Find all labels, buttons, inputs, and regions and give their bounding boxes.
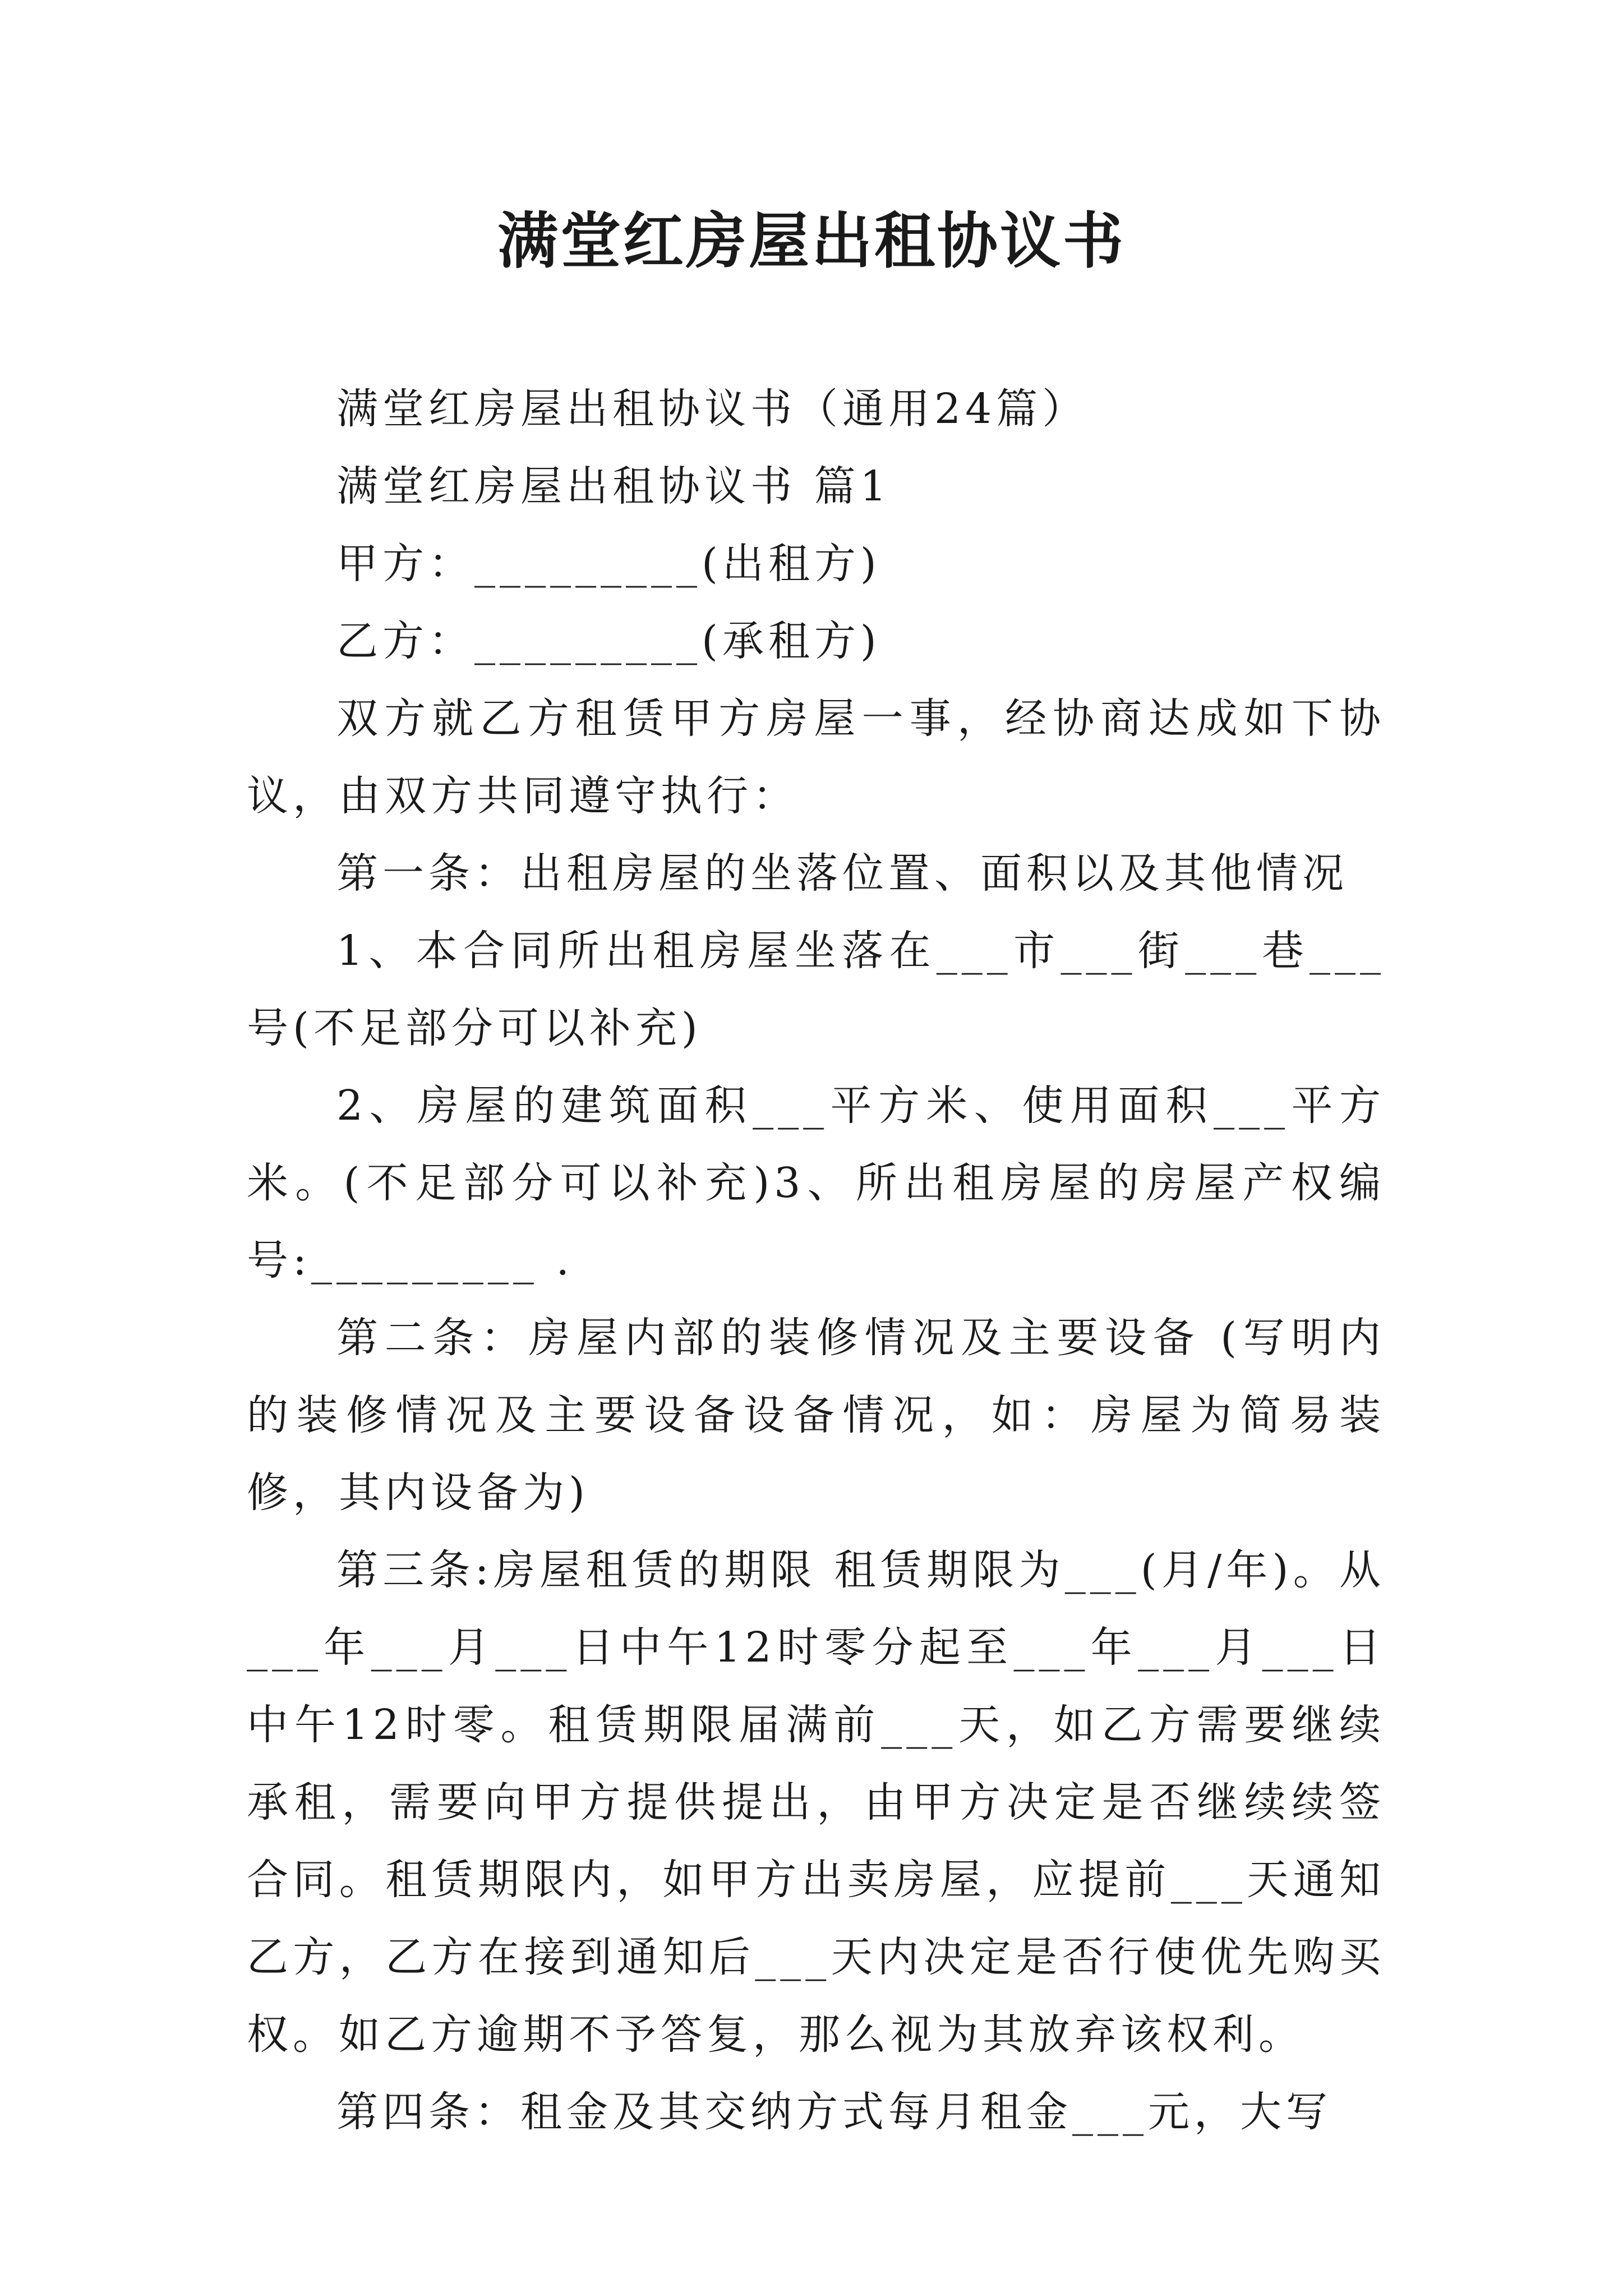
paragraph-clause-1-item-2: 2、房屋的建筑面积___平方米、使用面积___平方米。(不足部分可以补充)3、所出租房屋的房屋产权编号:_________ . (247, 1082, 1385, 1285)
paragraph-collection-title: 满堂红房屋出租协议书（通用24篇） (336, 385, 1089, 433)
paragraph-party-a: 甲方：_________(出租方) (336, 540, 881, 588)
paragraph-article-heading: 满堂红房屋出租协议书 篇1 (336, 462, 891, 510)
paragraph-preamble: 双方就乙方租赁甲方房屋一事，经协商达成如下协议，由双方共同遵守执行： (247, 694, 1385, 820)
paragraph-clause-1-heading: 第一条：出租房屋的坐落位置、面积以及其他情况 (336, 849, 1348, 898)
document-body (247, 370, 1385, 2151)
paragraph-clause-4: 第四条：租金及其交纳方式每月租金___元，大写 (336, 2088, 1332, 2136)
document-title: 满堂红房屋出租协议书 (497, 206, 1126, 277)
paragraph-clause-2: 第二条：房屋内部的装修情况及主要设备 (写明内的装修情况及主要设备设备情况，如：房屋为简易装修，其内设备为) (247, 1314, 1385, 1517)
paragraph-party-b: 乙方：_________(承租方) (336, 617, 881, 665)
paragraph-clause-3: 第三条:房屋租赁的期限 租赁期限为___(月/年)。从___年___月___日中午12时零分起至___年___月___日中午12时零。租赁期限届满前___天，如乙方需要继续承租，需要向甲方提供提出，由甲方决定是否继续续签合同。租赁期限内，如甲方出卖房屋，应提前___天通知乙方，乙方在接到通知后___天内决定是否行使优先购买权。如乙方逾期不予答复，那么视为其放弃该权利。 (247, 1546, 1385, 2059)
paragraph-clause-1-item-1: 1、本合同所出租房屋坐落在___市___街___巷___号(不足部分可以补充) (247, 927, 1385, 1052)
